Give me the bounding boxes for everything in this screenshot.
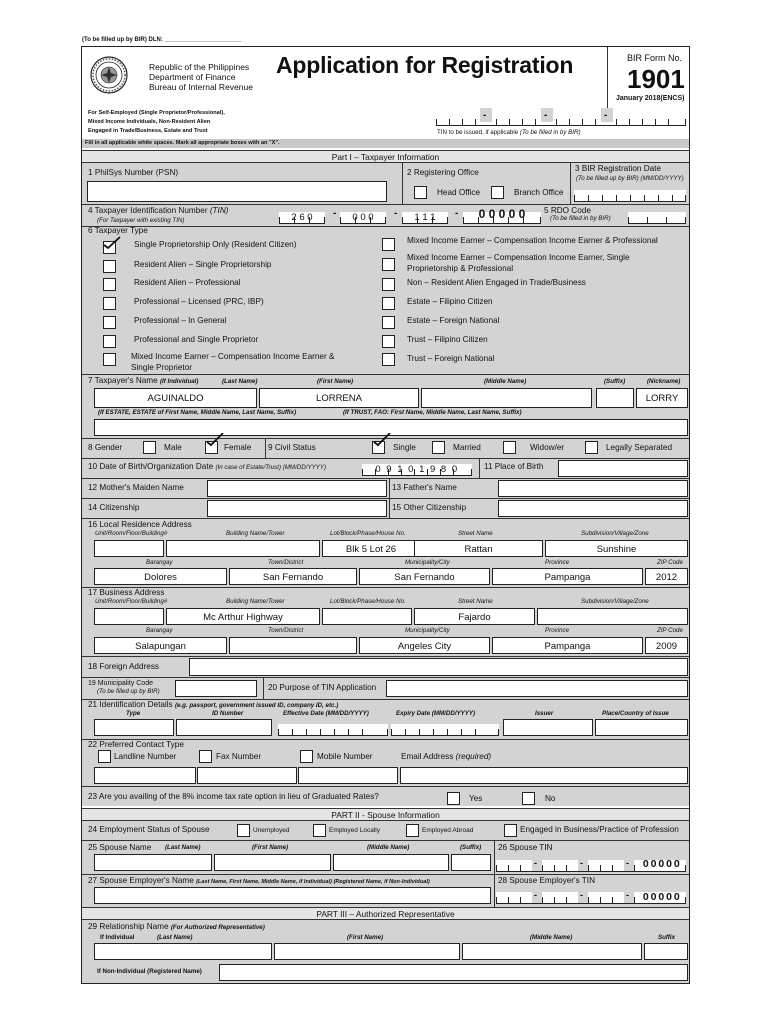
addr-col: Subdivision/Village/Zone — [581, 530, 649, 537]
type-nra-checkbox[interactable] — [382, 278, 395, 291]
col-last-name: (Last Name) — [222, 378, 258, 385]
checkmark-icon — [102, 236, 122, 250]
id-number-input[interactable] — [176, 719, 272, 736]
type-label: Mixed Income Earner – Compensation Income Earner & — [131, 352, 335, 361]
part1-header: Part I – Taxpayer Information — [82, 150, 689, 163]
dln-line: (To be filled up by BIR) DLN: _______________________ — [82, 37, 242, 43]
addr-col: Province — [545, 627, 570, 634]
f15-label: 15 Other Citizenship — [392, 503, 467, 512]
mother-name-input[interactable] — [207, 480, 387, 497]
f17-label: 17 Business Address — [88, 588, 165, 597]
res-barangay-input[interactable]: Dolores — [94, 568, 227, 585]
type-trust-foreign-checkbox[interactable] — [382, 353, 395, 366]
rdo-code-input[interactable] — [628, 212, 686, 224]
type-prof-sp-checkbox[interactable] — [103, 335, 116, 348]
type-label: Mixed Income Earner – Compensation Income Earner & Professional — [407, 236, 658, 245]
suffix-input[interactable] — [596, 388, 634, 408]
f5-label: 5 RDO Code — [544, 206, 591, 215]
type-label: Resident Alien – Professional — [134, 278, 241, 287]
other-citizenship-input[interactable] — [498, 500, 688, 517]
part3-header: PART III – Authorized Representative — [82, 907, 689, 920]
type-label: Proprietorship & Professional — [407, 264, 514, 273]
f18-label: 18 Foreign Address — [88, 662, 160, 671]
male-label: Male — [164, 443, 182, 452]
col-middle-name: (Middle Name) — [484, 378, 527, 385]
agency-line1: Republic of the Philippines — [149, 62, 250, 72]
f11-label: 11 Place of Birth — [484, 462, 544, 471]
rep-first-name-input[interactable] — [274, 943, 460, 960]
spouse-last-name-input[interactable] — [94, 854, 212, 871]
id-place-input[interactable] — [595, 719, 688, 736]
res-province-input[interactable]: Pampanga — [492, 568, 643, 585]
spouse-first-name-input[interactable] — [214, 854, 331, 871]
tin-issued-boxes[interactable] — [436, 114, 686, 126]
f23-label: 23 Are you availing of the 8% income tax rate option in lieu of Graduated Rates? — [88, 792, 379, 801]
f21-label: 21 Identification Details (e.g. passport, government issued ID, company ID, etc.) — [88, 700, 339, 709]
type-estate-foreign-checkbox[interactable] — [382, 316, 395, 329]
part2-header: PART II - Spouse Information — [82, 808, 689, 821]
male-checkbox[interactable] — [143, 441, 156, 454]
addr-col: Lot/Block/Phase/House No. — [330, 598, 406, 605]
type-label: Single Proprietorship Only (Resident Citizen) — [134, 240, 297, 249]
res-street-input[interactable]: Rattan — [414, 540, 543, 557]
applicability-line2: Mixed Income Individuals, Non-Resident Alien — [88, 119, 211, 125]
res-lot-input[interactable]: Blk 5 Lot 26 — [322, 540, 420, 557]
addr-col: Municipality/City — [405, 559, 450, 566]
trust-note: (If TRUST, FAO: First Name, Middle Name, Last Name, Suffix) — [343, 409, 522, 416]
tin-part1-value: 2 6 0 — [291, 212, 313, 223]
addr-col: ZIP Code — [657, 559, 683, 566]
employer-tin-branch: 0 0 0 0 0 — [642, 891, 680, 903]
id-col: Expiry Date (MM/DD/YYYY) — [396, 710, 476, 717]
dob-value: 0 9 1 0 1 9 8 0 — [375, 464, 459, 475]
spouse-suffix-input[interactable] — [451, 854, 491, 871]
addr-col: Unit/Room/Floor/Building# — [95, 598, 168, 605]
rep-suffix-input[interactable] — [644, 943, 688, 960]
business-checkbox[interactable] — [504, 824, 517, 837]
type-label: Resident Alien – Single Proprietorship — [134, 260, 272, 269]
f3-note: (To be filled up by BIR) (MM/DD/YYYY) — [576, 175, 684, 182]
col-suffix: (Suffix) — [460, 844, 482, 851]
branch-office-checkbox[interactable] — [491, 186, 504, 199]
col-suffix: Suffix — [658, 934, 676, 941]
addr-col: ZIP Code — [657, 627, 683, 634]
id-col: ID Number — [212, 710, 244, 717]
f2-label: 2 Registering Office — [407, 168, 479, 177]
f3-label: 3 BIR Registration Date — [575, 164, 662, 173]
checkmark-icon — [205, 433, 225, 447]
f19-label: 19 Municipality Code — [88, 680, 153, 687]
addr-col: Street Name — [458, 530, 493, 537]
res-unit-input[interactable] — [94, 540, 164, 557]
id-issuer-input[interactable] — [503, 719, 593, 736]
type-resident-alien-prof-checkbox[interactable] — [103, 278, 116, 291]
addr-col: Unit/Room/Floor/Building# — [95, 530, 168, 537]
yes-checkbox[interactable] — [447, 792, 460, 805]
type-label: Trust – Filipino Citizen — [407, 335, 488, 344]
f27-label: 27 Spouse Employer's Name (Last Name, First Name, Middle Name, if Individual) (Registered Name, if Non-Individual) — [88, 876, 430, 885]
form-version: January 2018(ENCS) — [616, 95, 685, 102]
f1-label: 1 PhilSys Number (PSN) — [88, 168, 179, 177]
registration-date-input[interactable] — [574, 190, 686, 202]
f20-label: 20 Purpose of TIN Application — [268, 683, 377, 692]
id-expiry-date-input[interactable] — [391, 724, 499, 736]
citizenship-input[interactable] — [207, 500, 387, 517]
id-col: Issuer — [535, 710, 554, 717]
tin-dash: - — [604, 110, 608, 121]
female-label: Female — [224, 443, 252, 452]
f5-note: (To be filled in by BIR) — [550, 215, 611, 222]
f7-label: 7 Taxpayer's Name (If Individual) — [88, 376, 199, 385]
page-title: Application for Registration — [276, 52, 574, 78]
mobile-input[interactable] — [298, 767, 398, 784]
email-input[interactable] — [400, 767, 688, 784]
type-label: Estate – Filipino Citizen — [407, 297, 493, 306]
purpose-input[interactable] — [386, 680, 688, 697]
agency-line2: Department of Finance — [149, 72, 236, 82]
employed-abroad-checkbox[interactable] — [406, 824, 419, 837]
business-label: Engaged in Business/Practice of Profession — [520, 825, 679, 834]
addr-col: Province — [545, 559, 570, 566]
mobile-label: Mobile Number — [317, 752, 373, 761]
addr-col: Street Name — [458, 598, 493, 605]
landline-label: Landline Number — [114, 752, 177, 761]
widow-checkbox[interactable] — [503, 441, 516, 454]
addr-col: Lot/Block/Phase/House No. — [330, 530, 406, 537]
branch-office-label: Branch Office — [514, 188, 564, 197]
widow-label: Widow/er — [530, 443, 565, 452]
f4-label: 4 Taxpayer Identification Number (TIN) — [88, 206, 229, 215]
f25-label: 25 Spouse Name — [88, 843, 152, 852]
f9-label: 9 Civil Status — [268, 443, 316, 452]
col-first-name: (First Name) — [252, 844, 289, 851]
f26-label: 26 Spouse TIN — [498, 843, 553, 852]
f29-label: 29 Relationship Name (For Authorized Representative) — [88, 922, 265, 931]
bus-unit-input[interactable] — [94, 608, 164, 625]
fax-input[interactable] — [197, 767, 297, 784]
separated-checkbox[interactable] — [585, 441, 598, 454]
separated-label: Legally Separated — [606, 443, 673, 452]
unemployed-checkbox[interactable] — [237, 824, 250, 837]
id-type-input[interactable] — [94, 719, 174, 736]
f16-label: 16 Local Residence Address — [88, 520, 192, 529]
head-office-checkbox[interactable] — [414, 186, 427, 199]
instructions-bar: Fill in all applicable white spaces. Mark all appropriate boxes with an "X". — [82, 139, 689, 148]
type-mixed-sp-prof-checkbox[interactable] — [382, 258, 395, 271]
tin-part3-value: 1 1 1 — [414, 212, 436, 223]
f28-label: 28 Spouse Employer's TIN — [498, 876, 595, 885]
father-name-input[interactable] — [498, 480, 688, 497]
type-label: Professional – In General — [134, 316, 227, 325]
yes-label: Yes — [469, 794, 483, 803]
nickname-input[interactable]: LORRY — [636, 388, 688, 408]
form-number: 1901 — [627, 64, 685, 94]
bus-subdivision-input[interactable] — [537, 608, 688, 625]
res-town-input[interactable]: San Fernando — [229, 568, 357, 585]
bus-building-input[interactable]: Mc Arthur Highway — [166, 608, 320, 625]
f8-label: 8 Gender — [88, 443, 123, 452]
addr-col: Barangay — [146, 627, 173, 634]
bus-town-input[interactable] — [229, 637, 357, 654]
res-city-input[interactable]: San Fernando — [359, 568, 490, 585]
f4-note: (For Taxpayer with existing TIN) — [97, 217, 185, 224]
bus-lot-input[interactable] — [322, 608, 412, 625]
type-mixed-sp-checkbox[interactable] — [103, 353, 116, 366]
employed-locally-checkbox[interactable] — [313, 824, 326, 837]
fax-label: Fax Number — [216, 752, 262, 761]
no-label: No — [545, 794, 556, 803]
psn-input[interactable] — [87, 181, 387, 202]
foreign-address-input[interactable] — [189, 658, 688, 676]
type-label: Professional and Single Proprietor — [134, 335, 259, 344]
f22-label: 22 Preferred Contact Type — [88, 740, 184, 749]
employed-locally-label: Employed Locally — [329, 827, 380, 834]
col-last-name: (Last Name) — [165, 844, 201, 851]
married-checkbox[interactable] — [432, 441, 445, 454]
spouse-tin-branch: 0 0 0 0 0 — [642, 858, 680, 870]
rep-last-name-input[interactable] — [94, 943, 272, 960]
type-prof-licensed-checkbox[interactable] — [103, 297, 116, 310]
applicability-line1: For Self-Employed (Single Proprietor/Professional), — [88, 110, 225, 116]
f19-note: (To be filled up by BIR) — [97, 688, 160, 695]
type-resident-alien-sp-checkbox[interactable] — [103, 260, 116, 273]
spouse-middle-name-input[interactable] — [333, 854, 449, 871]
f10-label: 10 Date of Birth/Organization Date (In case of Estate/Trust) (MM/DD/YYYY) — [88, 462, 327, 471]
tin-dash: - — [544, 110, 548, 121]
col-first-name: (First Name) — [317, 378, 354, 385]
type-label: Trust – Foreign National — [407, 354, 495, 363]
last-name-input[interactable]: AGUINALDO — [94, 388, 257, 408]
head-office-label: Head Office — [437, 188, 481, 197]
if-non-individual-label: If Non-Individual (Registered Name) — [97, 968, 202, 975]
bir-seal-icon — [90, 56, 128, 94]
res-building-input[interactable] — [166, 540, 320, 557]
employed-abroad-label: Employed Abroad — [422, 827, 474, 834]
no-checkbox[interactable] — [522, 792, 535, 805]
addr-col: Building Name/Tower — [226, 598, 285, 605]
col-middle-name: (Middle Name) — [367, 844, 410, 851]
estate-note: (If ESTATE, ESTATE of First Name, Middle Name, Last Name, Suffix) — [98, 409, 297, 416]
col-middle-name: (Middle Name) — [530, 934, 573, 941]
tin-branch-value: 0 0 0 0 0 — [478, 207, 526, 221]
id-col: Effective Date (MM/DD/YYYY) — [283, 710, 369, 717]
spouse-employer-input[interactable] — [94, 887, 491, 904]
bus-province-input[interactable]: Pampanga — [492, 637, 643, 654]
fax-checkbox[interactable] — [199, 750, 212, 763]
res-zip-input[interactable]: 2012 — [645, 568, 688, 585]
addr-col: Municipality/City — [405, 627, 450, 634]
col-suffix: (Suffix) — [604, 378, 626, 385]
if-individual-label: If Individual — [100, 934, 135, 941]
married-label: Married — [453, 443, 481, 452]
type-trust-filipino-checkbox[interactable] — [382, 335, 395, 348]
col-first-name: (First Name) — [347, 934, 384, 941]
bus-zip-input[interactable]: 2009 — [645, 637, 688, 654]
type-label: Non – Resident Alien Engaged in Trade/Business — [407, 278, 586, 287]
addr-col: Town/District — [268, 559, 304, 566]
tin-issued-label: TIN to be issued, if applicable (To be filled in by BIR) — [437, 129, 581, 136]
mobile-checkbox[interactable] — [300, 750, 313, 763]
addr-col: Town/District — [268, 627, 304, 634]
middle-name-input[interactable] — [421, 388, 592, 408]
id-col: Place/Country of Issue — [602, 710, 669, 717]
col-last-name: (Last Name) — [157, 934, 193, 941]
type-label: Single Proprietor — [131, 363, 192, 372]
landline-checkbox[interactable] — [98, 750, 111, 763]
rep-registered-name-input[interactable] — [219, 964, 688, 981]
landline-input[interactable] — [94, 767, 196, 784]
addr-col: Building Name/Tower — [226, 530, 285, 537]
f24-label: 24 Employment Status of Spouse — [88, 825, 210, 834]
tin-dash: - — [483, 110, 487, 121]
single-label: Single — [393, 443, 416, 452]
type-estate-filipino-checkbox[interactable] — [382, 297, 395, 310]
applicability-line3: Engaged in Trade/Business, Estate and Trust — [88, 128, 208, 134]
type-label: Estate – Foreign National — [407, 316, 500, 325]
place-of-birth-input[interactable] — [558, 460, 688, 477]
bus-street-input[interactable]: Fajardo — [414, 608, 535, 625]
type-prof-general-checkbox[interactable] — [103, 316, 116, 329]
f12-label: 12 Mother's Maiden Name — [88, 483, 184, 492]
addr-col: Subdivision/Village/Zone — [581, 598, 649, 605]
tin-part2-value: 0 0 0 — [352, 212, 374, 223]
type-mixed-prof-checkbox[interactable] — [382, 238, 395, 251]
type-label: Mixed Income Earner – Compensation Income Earner, Single — [407, 253, 630, 262]
first-name-input[interactable]: LORRENA — [259, 388, 419, 408]
addr-col: Barangay — [146, 559, 173, 566]
form-label: BIR Form No. — [627, 53, 683, 63]
checkmark-icon — [372, 433, 392, 447]
id-effective-date-input[interactable] — [278, 724, 388, 736]
f13-label: 13 Father's Name — [392, 483, 457, 492]
rep-middle-name-input[interactable] — [462, 943, 642, 960]
bus-barangay-input[interactable]: Salapungan — [94, 637, 227, 654]
id-col: Type — [126, 710, 141, 717]
col-nickname: (Nickname) — [647, 378, 681, 385]
agency-line3: Bureau of Internal Revenue — [149, 82, 253, 92]
res-subdivision-input[interactable]: Sunshine — [545, 540, 688, 557]
unemployed-label: Unemployed — [253, 827, 290, 834]
bus-city-input[interactable]: Angeles City — [359, 637, 490, 654]
email-label: Email Address (required) — [401, 752, 492, 761]
f6-label: 6 Taxpayer Type — [88, 226, 148, 235]
type-label: Professional – Licensed (PRC, IBP) — [134, 297, 264, 306]
municipality-code-input[interactable] — [175, 680, 257, 697]
f14-label: 14 Citizenship — [88, 503, 140, 512]
